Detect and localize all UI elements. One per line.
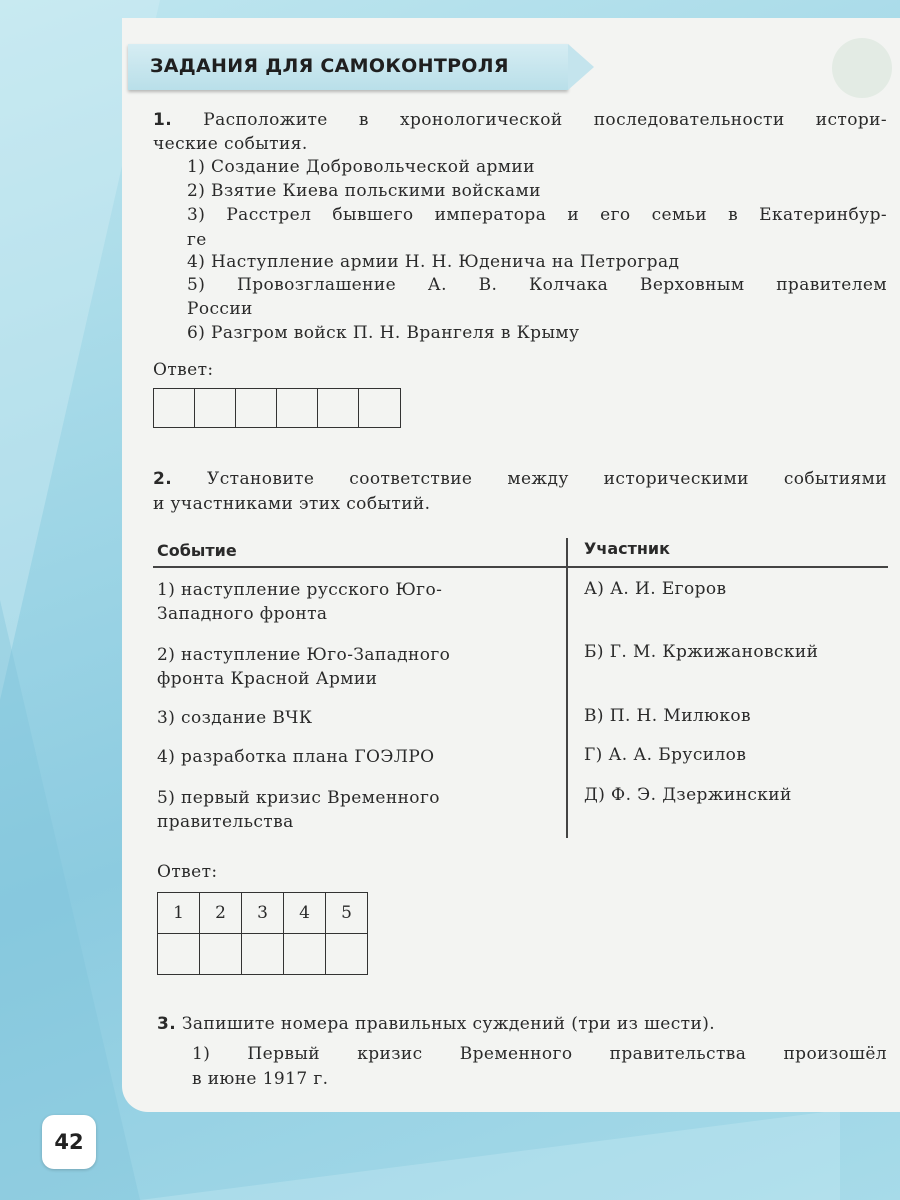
answer-cell[interactable] <box>158 934 200 975</box>
participant-item: В) П. Н. Милюков <box>584 706 751 726</box>
background-facet <box>140 1110 840 1200</box>
answer-header-cell: 2 <box>200 893 242 934</box>
answer-header-cell: 5 <box>326 893 368 934</box>
answer-cell[interactable] <box>200 934 242 975</box>
task3-prompt: 3. Запишите номера правильных суждений (три из шести). <box>157 1014 716 1034</box>
task3-item: 1) Первый кризис Временного правительства произошёл <box>192 1044 887 1064</box>
answer-cell[interactable] <box>236 389 277 427</box>
task2-answer-table <box>157 892 368 975</box>
answer-cell[interactable] <box>277 389 318 427</box>
column-header-event: Событие <box>157 541 237 560</box>
watermark-icon <box>832 38 892 98</box>
task1-item-cont: России <box>187 299 253 319</box>
participant-item: Б) Г. М. Кржижановский <box>584 642 819 662</box>
task1-answer-boxes[interactable] <box>153 388 401 428</box>
task1-item: 1) Создание Добровольческой армии <box>187 157 535 177</box>
task3-number: 3. <box>157 1014 177 1034</box>
answer-header-cell: 4 <box>284 893 326 934</box>
task1-item: 5) Провозглашение А. В. Колчака Верховным правителем <box>187 275 887 295</box>
answer-cell[interactable] <box>195 389 236 427</box>
page-number: 42 <box>42 1115 96 1169</box>
participant-item: А) А. И. Егоров <box>584 579 727 599</box>
event-item: 2) наступление Юго-Западного <box>157 645 451 665</box>
event-item: 1) наступление русского Юго- <box>157 580 443 600</box>
answer-header-cell: 3 <box>242 893 284 934</box>
task1-answer-label: Ответ: <box>153 360 214 380</box>
participant-item: Г) А. А. Брусилов <box>584 745 747 765</box>
event-item: 3) создание ВЧК <box>157 708 313 728</box>
column-header-participant: Участник <box>584 539 670 558</box>
task3-item-cont: в июне 1917 г. <box>192 1069 329 1089</box>
background-facet <box>0 600 140 1200</box>
event-item-cont: Западного фронта <box>157 604 328 624</box>
section-title: ЗАДАНИЯ ДЛЯ САМОКОНТРОЛЯ <box>150 55 509 77</box>
answer-cell[interactable] <box>359 389 400 427</box>
table-header-divider <box>153 566 888 568</box>
event-item: 4) разработка плана ГОЭЛРО <box>157 747 435 767</box>
task1-item: 3) Расстрел бывшего императора и его семьи в Екатеринбур- <box>187 205 887 225</box>
task1-prompt-line1: 1. Расположите в хронологической последовательности истори- <box>153 110 887 130</box>
event-item-cont: фронта Красной Армии <box>157 669 378 689</box>
task2-prompt-line2: и участниками этих событий. <box>153 494 431 514</box>
answer-header-cell: 1 <box>158 893 200 934</box>
task1-item: 2) Взятие Киева польскими войсками <box>187 181 541 201</box>
answer-cell[interactable] <box>154 389 195 427</box>
task1-item: 6) Разгром войск П. Н. Врангеля в Крыму <box>187 323 580 343</box>
answer-cell[interactable] <box>284 934 326 975</box>
event-item: 5) первый кризис Временного <box>157 788 440 808</box>
answer-cell[interactable] <box>242 934 284 975</box>
task1-number: 1. <box>153 110 173 130</box>
task2-number: 2. <box>153 469 173 489</box>
task1-prompt-line2: ческие события. <box>153 134 308 154</box>
participant-item: Д) Ф. Э. Дзержинский <box>584 785 792 805</box>
answer-cell[interactable] <box>318 389 359 427</box>
answer-cell[interactable] <box>326 934 368 975</box>
task2-answer-label: Ответ: <box>157 862 218 882</box>
table-column-divider <box>566 538 568 838</box>
task1-item-cont: ге <box>187 230 207 250</box>
task1-item: 4) Наступление армии Н. Н. Юденича на Петроград <box>187 252 680 272</box>
section-header-banner <box>128 44 568 90</box>
task2-prompt-line1: 2. Установите соответствие между историческими событиями <box>153 469 887 489</box>
event-item-cont: правительства <box>157 812 294 832</box>
